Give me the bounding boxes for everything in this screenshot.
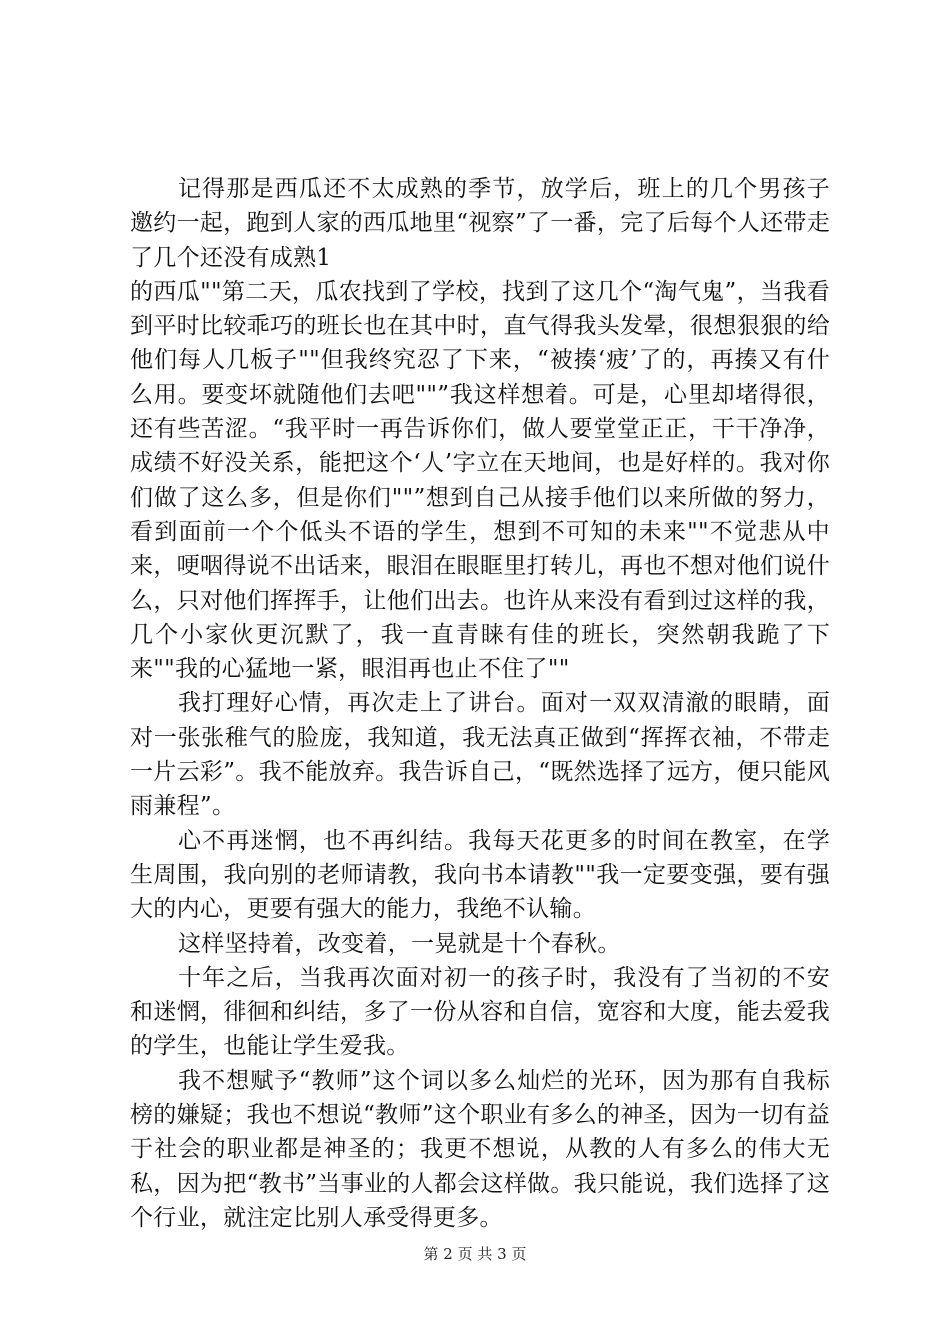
document-body [130,172,830,1235]
paragraph-2: 的西瓜""第二天，瓜农找到了学校，找到了这几个“淘气鬼”，当我看到平时比较乖巧的班长也在其中时，直气得我头发晕，很想狠狠的给他们每人几板子""但我终究忍了下来，“被揍‘疲’了的，再揍又有什么用。要变坏就随他们去吧""”我这样想着。可是，心里却堵得很，还有些苦涩。“我平时一再告诉你们，做人要堂堂正正，干干净净，成绩不好没关系，能把这个‘人’字立在天地间，也是好样的。我对你们做了这么多，但是你们""”想到自己从接手他们以来所做的努力，看到面前一个个低头不语的学生，想到不可知的未来""不觉悲从中来，哽咽得说不出话来，眼泪在眼眶里打转儿，再也不想对他们说什么，只对他们挥挥手，让他们出去。也许从来没有看到过这样的我，几个小家伙更沉默了，我一直青睐有佳的班长，突然朝我跪了下来""我的心猛地一紧，眼泪再也止不住了"" [130,278,830,683]
page-footer [0,1244,950,1264]
paragraph-3: 我打理好心情，再次走上了讲台。面对一双双清澈的眼睛，面对一张张稚气的脸庞，我知道，我无法真正做到“挥挥衣袖，不带走一片云彩”。我不能放弃。我告诉自己，“既然选择了远方，便只能风雨兼程”。 [130,690,830,820]
paragraph-7: 我不想赋予“教师”这个词以多么灿烂的光环，因为那有自我标榜的嫌疑；我也不想说“教师”这个职业有多么的神圣，因为一切有益于社会的职业都是神圣的；我更不想说，从教的人有多么的伟大无私，因为把“教书”当事业的人都会这样做。我只能说，我们选择了这个行业，就注定比别人承受得更多。 [130,1067,830,1231]
page-number-label: 第 2 页 共 3 页 [423,1245,527,1263]
paragraph-5: 这样坚持着，改变着，一晃就是十个春秋。 [178,930,621,957]
paragraph-4: 心不再迷惘，也不再纠结。我每天花更多的时间在教室，在学生周围，我向别的老师请教，我向书本请教""我一定要变强，要有强大的内心，更要有强大的能力，我绝不认输。 [130,827,830,923]
paragraph-1: 记得那是西瓜还不太成熟的季节，放学后，班上的几个男孩子邀约一起，跑到人家的西瓜地里“视察”了一番，完了后每个人还带走了几个还没有成熟1 [130,176,830,271]
paragraph-6: 十年之后，当我再次面对初一的孩子时，我没有了当初的不安和迷惘，徘徊和纠结，多了一份从容和自信，宽容和大度，能去爱我的学生，也能让学生爱我。 [130,964,830,1060]
